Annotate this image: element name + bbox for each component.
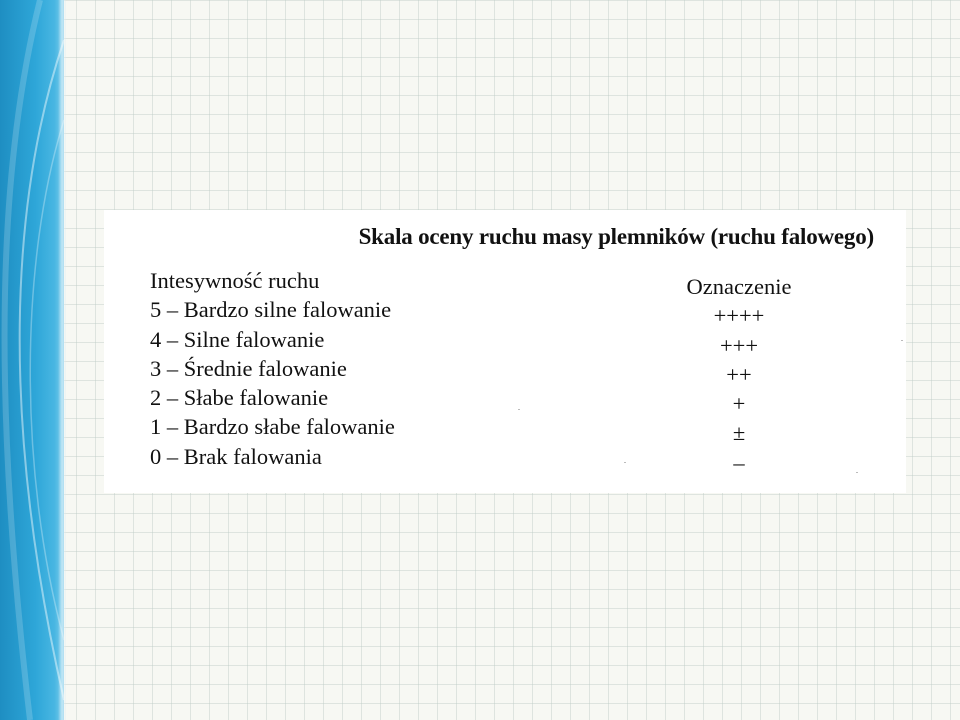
symbol-cell: ±	[732, 420, 746, 446]
grade-row: 1 – Bardzo słabe falowanie	[150, 414, 395, 440]
symbol-cell: +	[732, 391, 746, 417]
symbol-header: Oznaczenie	[686, 274, 792, 299]
symbol-cell: –	[733, 449, 745, 475]
document-title: Skala oceny ruchu masy plemników (ruchu falowego)	[358, 224, 874, 249]
scan-speck	[901, 340, 903, 341]
intensity-column	[150, 266, 395, 471]
grade-row: 3 – Średnie falowanie	[150, 355, 347, 381]
grade-row: 5 – Bardzo silne falowanie	[150, 297, 392, 323]
symbol-column	[664, 272, 814, 477]
decorative-side-bar	[0, 0, 64, 720]
swoosh-decoration	[0, 0, 64, 720]
scanned-table-image	[104, 210, 906, 493]
scan-speck	[856, 472, 858, 473]
scan-speck	[518, 409, 520, 410]
grade-row: 2 – Słabe falowanie	[150, 385, 329, 411]
symbol-cell: ++	[726, 361, 752, 387]
symbol-cell: ++++	[713, 303, 765, 329]
scan-speck	[624, 462, 626, 463]
intensity-header: Intesywność ruchu	[150, 268, 320, 293]
symbol-cell: +++	[719, 332, 759, 358]
grade-row: 0 – Brak falowania	[150, 443, 322, 469]
grade-row: 4 – Silne falowanie	[150, 326, 325, 352]
side-bar-edge	[58, 0, 66, 720]
